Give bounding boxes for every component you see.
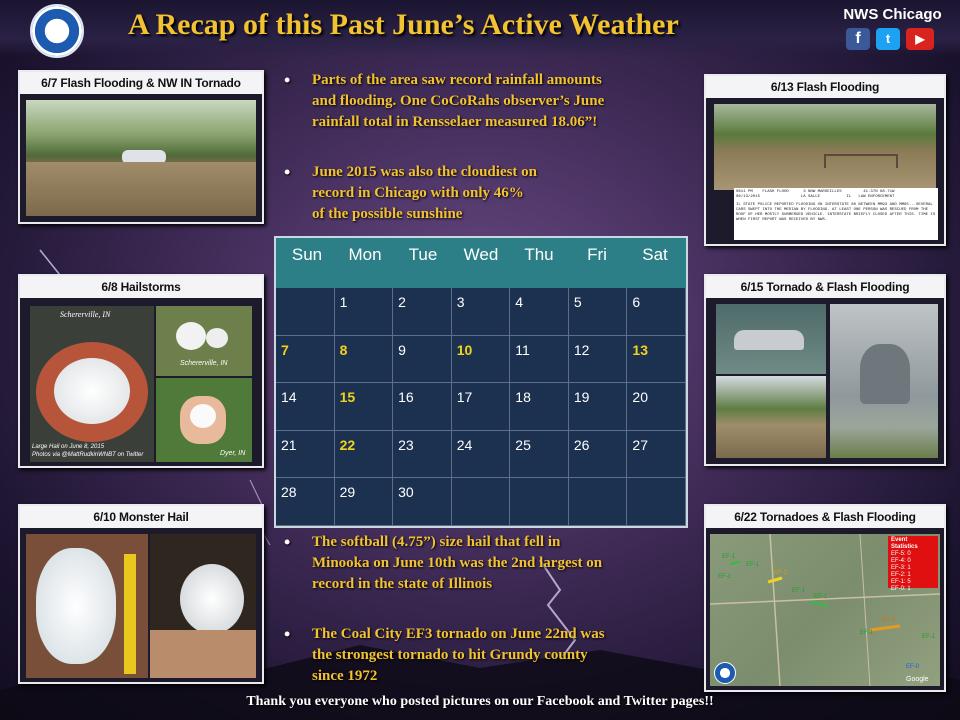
panel-tornado-flood-0622 xyxy=(704,504,946,692)
bullet-line: Minooka on June 10th was the 2nd largest on xyxy=(312,555,603,571)
calendar-day-17: 17 xyxy=(452,383,511,431)
map-label: EF-1 xyxy=(922,634,936,640)
panel-flood-tornado-0607 xyxy=(18,70,264,224)
calendar-empty-cell xyxy=(569,478,628,526)
panel-title: 6/7 Flash Flooding & NW IN Tornado xyxy=(20,72,262,94)
map-label: EF-1 xyxy=(792,588,806,594)
calendar-grid xyxy=(276,288,686,526)
bullet-line: Parts of the area saw record rainfall amounts xyxy=(312,72,602,88)
calendar-day-21: 21 xyxy=(276,431,335,479)
map-label: EF-3 xyxy=(882,618,896,624)
map-label: EF-1 xyxy=(814,594,828,600)
calendar-day-19: 19 xyxy=(569,383,628,431)
photo-credit: Photos via @MattRudkinWNBT on Twitter xyxy=(32,452,144,458)
storm-report-text xyxy=(734,188,938,240)
calendar-day-5: 5 xyxy=(569,288,628,336)
map-label: EF-2 xyxy=(774,570,788,576)
calendar-empty-cell xyxy=(276,288,335,336)
day-header: Fri xyxy=(587,245,607,264)
report-body: IL STATE POLICE REPORTED FLOODING ON INTERSTATE 80 BETWEEN MM93 AND MM95...SEVERAL CARS SWEPT INTO THE MEDIAN BY FLOODING. AT LEAST ONE PERSON WAS RESCUED FROM THE ROOF OF HER MOSTLY SUBMERGED VEHICLE. INTERSTATE BRIEFLY CLOSED AFTER THIS. TIME IS WHEN FIRST REPORT WAS RECEIVED BY NWS. xyxy=(736,203,936,222)
photo-credit: Large Hail on June 8, 2015 xyxy=(32,444,105,450)
calendar-day-23: 23 xyxy=(393,431,452,479)
calendar-day-26: 26 xyxy=(569,431,628,479)
day-header: Thu xyxy=(524,245,554,264)
calendar-day-8: 8 xyxy=(335,336,394,384)
facebook-icon[interactable]: f xyxy=(846,28,870,50)
calendar-day-27: 27 xyxy=(627,431,686,479)
calendar-day-28: 28 xyxy=(276,478,335,526)
calendar-day-25: 25 xyxy=(510,431,569,479)
bullet-line: record in the state of Illinois xyxy=(312,576,493,592)
day-header: Tue xyxy=(408,245,438,264)
hail-bowl-photo xyxy=(30,306,154,462)
bullet-marker: • xyxy=(284,162,291,182)
calendar-day-3: 3 xyxy=(452,288,511,336)
bullet-marker: • xyxy=(284,624,291,644)
footer-thanks: Thank you everyone who posted pictures on our Facebook and Twitter pages!! xyxy=(246,694,714,709)
funnel-cloud-photo xyxy=(830,304,938,458)
stats-row: EF-2: 1 xyxy=(891,572,911,578)
day-header: Sun xyxy=(291,245,323,264)
panel-tornado-flood-0615 xyxy=(704,274,946,466)
bullet-line: and flooding. One CoCoRahs observer’s June xyxy=(312,93,605,109)
photo-caption: Schererville, IN xyxy=(60,310,111,319)
map-label: EF-0 xyxy=(906,664,920,670)
bullet-marker: • xyxy=(284,70,291,90)
calendar-day-9: 9 xyxy=(393,336,452,384)
flooded-road-photo xyxy=(26,100,256,216)
calendar-day-20: 20 xyxy=(627,383,686,431)
calendar-day-14: 14 xyxy=(276,383,335,431)
day-header: Sat xyxy=(642,245,668,264)
calendar-day-10: 10 xyxy=(452,336,511,384)
calendar-day-15: 15 xyxy=(335,383,394,431)
bullet-line: of the possible sunshine xyxy=(312,206,463,222)
map-label: EF-1 xyxy=(718,574,732,580)
calendar-day-1: 1 xyxy=(335,288,394,336)
office-name: NWS Chicago xyxy=(843,6,942,23)
bullet-marker: • xyxy=(284,532,291,552)
day-header: Mon xyxy=(348,245,382,264)
bullet-record-rainfall xyxy=(284,70,684,134)
flooded-park-photo xyxy=(714,104,936,190)
bullet-line: rainfall total in Rensselaer measured 18.06”! xyxy=(312,114,598,130)
panel-title: 6/10 Monster Hail xyxy=(20,506,262,528)
tornado-track-map xyxy=(710,534,940,686)
calendar-empty-cell xyxy=(452,478,511,526)
header-bar xyxy=(0,0,960,56)
panel-hail-0610 xyxy=(18,504,264,684)
calendar-empty-cell xyxy=(627,478,686,526)
bullet-line: The softball (4.75”) size hail that fell in xyxy=(312,534,561,550)
calendar-day-24: 24 xyxy=(452,431,511,479)
calendar-day-22: 22 xyxy=(335,431,394,479)
calendar-day-30: 30 xyxy=(393,478,452,526)
bullet-cloudiest xyxy=(284,162,684,226)
calendar-day-7: 7 xyxy=(276,336,335,384)
calendar-day-4: 4 xyxy=(510,288,569,336)
stats-row: EF-0: 1 xyxy=(891,586,911,592)
stats-row: EF-5: 0 xyxy=(891,551,911,557)
flooded-farm-photo xyxy=(716,376,826,458)
bullet-coal-city-tornado xyxy=(284,624,684,688)
stats-row: EF-4: 0 xyxy=(891,558,911,564)
event-statistics-box xyxy=(888,536,938,592)
monster-hail-photo xyxy=(26,534,148,678)
map-attribution: Google xyxy=(906,676,929,683)
nws-map-logo xyxy=(714,662,736,684)
panel-hail-0608 xyxy=(18,274,264,468)
day-header: Wed xyxy=(463,245,499,264)
june-calendar xyxy=(274,236,688,528)
hail-palm-photo xyxy=(156,378,252,462)
bullet-line: June 2015 was also the cloudiest on xyxy=(312,164,538,180)
calendar-day-11: 11 xyxy=(510,336,569,384)
bullet-softball-hail xyxy=(284,532,684,596)
bullet-line: the strongest tornado to hit Grundy county xyxy=(312,647,588,663)
panel-title: 6/22 Tornadoes & Flash Flooding xyxy=(706,506,944,528)
hail-hand-photo xyxy=(156,306,252,376)
calendar-day-2: 2 xyxy=(393,288,452,336)
twitter-icon[interactable]: t xyxy=(876,28,900,50)
map-label: EF-1 xyxy=(746,562,760,568)
bullet-line: since 1972 xyxy=(312,668,378,684)
nws-logo xyxy=(30,4,84,58)
calendar-day-13: 13 xyxy=(627,336,686,384)
report-line: 0611 PM FLASH FLOOD 3 NNW MARSEILLES 41.37N 88.71W xyxy=(736,190,895,194)
calendar-day-18: 18 xyxy=(510,383,569,431)
hail-in-hand-photo xyxy=(150,534,256,678)
photo-caption: Dyer, IN xyxy=(220,450,246,457)
panel-title: 6/13 Flash Flooding xyxy=(706,76,944,98)
panel-title: 6/15 Tornado & Flash Flooding xyxy=(706,276,944,298)
bullet-line: The Coal City EF3 tornado on June 22nd was xyxy=(312,626,605,642)
youtube-icon[interactable]: ▶ xyxy=(906,28,934,50)
calendar-day-12: 12 xyxy=(569,336,628,384)
stats-row: EF-3: 1 xyxy=(891,565,911,571)
panel-flood-0613 xyxy=(704,74,946,246)
calendar-day-6: 6 xyxy=(627,288,686,336)
calendar-day-16: 16 xyxy=(393,383,452,431)
map-label: EF-1 xyxy=(722,554,736,560)
bullet-line: record in Chicago with only 46% xyxy=(312,185,524,201)
map-label: EF-1 xyxy=(860,630,874,636)
stats-row: EF-1: 5 xyxy=(891,579,911,585)
panel-title: 6/8 Hailstorms xyxy=(20,276,262,298)
calendar-header xyxy=(276,238,686,288)
photo-caption: Schererville, IN xyxy=(180,360,228,367)
submerged-car-photo xyxy=(716,304,826,374)
page-title: A Recap of this Past June’s Active Weather xyxy=(128,8,679,41)
calendar-day-29: 29 xyxy=(335,478,394,526)
stats-title: Event Statistics xyxy=(891,537,918,550)
calendar-empty-cell xyxy=(510,478,569,526)
report-line: 06/13/2015 LA SALLE IL LAW ENFORCEMENT xyxy=(736,195,895,199)
